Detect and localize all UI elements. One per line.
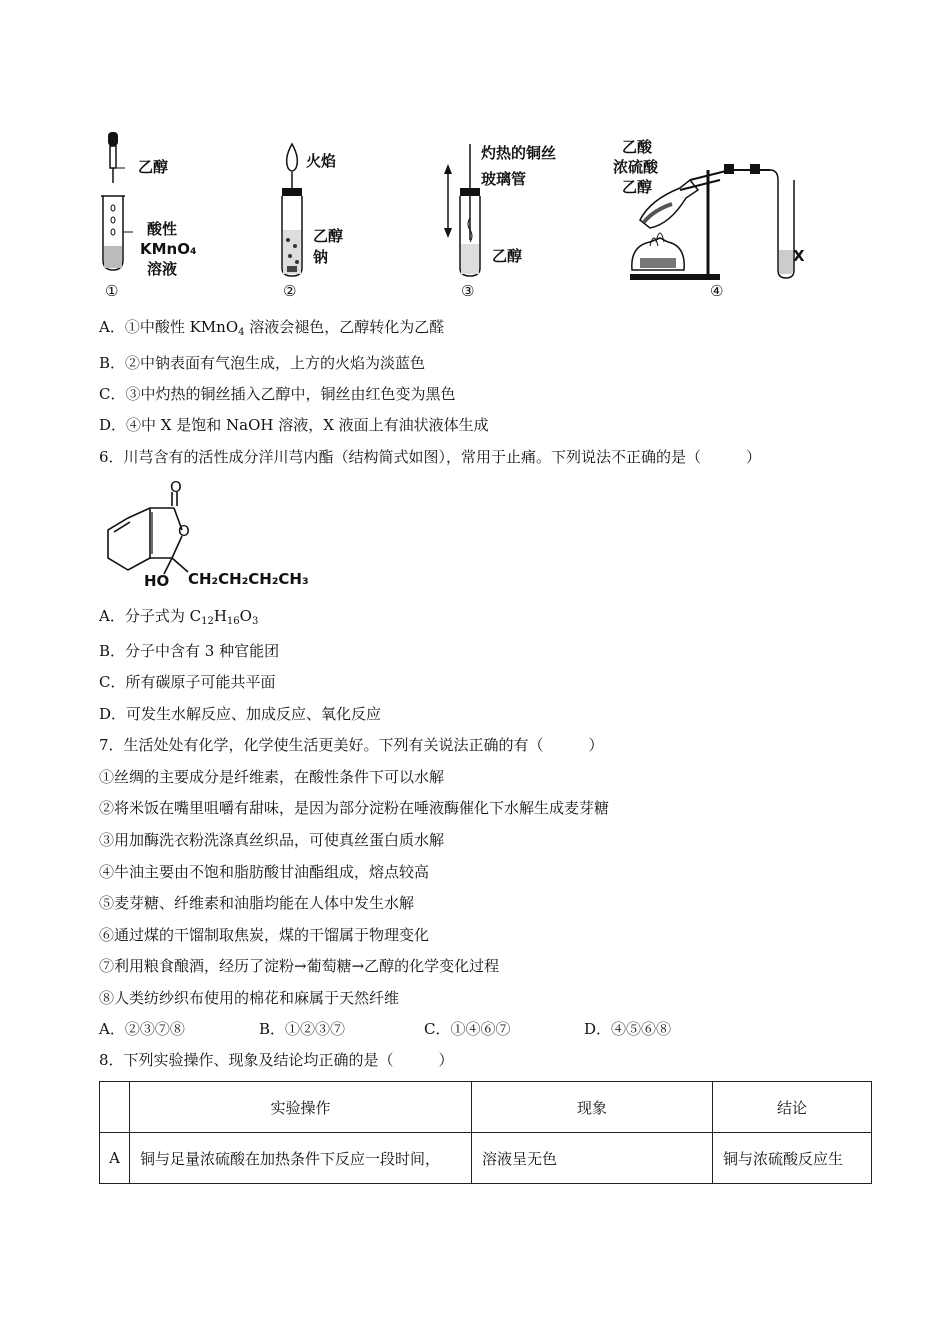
q6-hydroxyl: HO xyxy=(144,572,170,590)
q7-option-d: D．④⑤⑥⑧ xyxy=(584,1020,672,1038)
q8-stem: 8．下列实验操作、现象及结论均正确的是（ ） xyxy=(99,1051,454,1069)
q6-option-a xyxy=(99,606,258,626)
fig4-x-label: X xyxy=(793,247,805,265)
q8-header-conclusion: 结论 xyxy=(713,1082,872,1133)
fig2-number: ② xyxy=(283,282,297,300)
q6-a-s2: 16 xyxy=(226,616,240,627)
fig2-sodium-label: 钠 xyxy=(313,248,329,266)
q6-a-s1: 12 xyxy=(201,616,214,627)
fig1-acid-label-3: 溶液 xyxy=(147,260,178,278)
q7-item-3: ③用加酶洗衣粉洗涤真丝织品，可使真丝蛋白质水解 xyxy=(99,831,445,849)
fig3-ethanol-label: 乙醇 xyxy=(492,247,523,265)
fig4-sulfuric-acid-label: 浓硫酸 xyxy=(613,158,659,176)
fig4-number: ④ xyxy=(710,282,724,300)
q5-option-a xyxy=(99,317,444,337)
q6-carbonyl-o: O xyxy=(170,478,182,496)
fig3-number: ③ xyxy=(461,282,475,300)
fig1-number: ① xyxy=(105,282,119,300)
q7-option-a: A．②③⑦⑧ xyxy=(99,1020,185,1038)
q7-stem: 7．生活处处有化学，化学使生活更美好。下列有关说法正确的有（ ） xyxy=(99,736,604,754)
q6-butyl-chain: CH₂CH₂CH₂CH₃ xyxy=(188,570,309,588)
q8-row-a-conclusion: 铜与浓硫酸反应生 xyxy=(713,1133,872,1184)
q6-structure xyxy=(100,480,320,594)
test-tube-dropper-drawing xyxy=(95,128,135,278)
q7-item-4: ④牛油主要由不饱和脂肪酸甘油酯组成，熔点较高 xyxy=(99,863,430,881)
q5-option-d: D．④中 X 是饱和 NaOH 溶液，X 液面上有油状液体生成 xyxy=(99,416,489,434)
q7-item-1: ①丝绸的主要成分是纤维素，在酸性条件下可以水解 xyxy=(99,768,445,786)
q6-stem: 6．川芎含有的活性成分洋川芎内酯（结构简式如图），常用于止痛。下列说法不正确的是（ ） xyxy=(99,448,762,466)
q8-row-a-operation: 铜与足量浓硫酸在加热条件下反应一段时间， xyxy=(130,1133,472,1184)
fig1-acid-label-2: KMnO₄ xyxy=(140,240,197,258)
fig2-flame-label: 火焰 xyxy=(306,152,337,170)
q5-option-c: C．③中灼热的铜丝插入乙醇中，铜丝由红色变为黑色 xyxy=(99,385,456,403)
q7-option-c: C．①④⑥⑦ xyxy=(424,1020,511,1038)
q8-row-a-label: A xyxy=(100,1133,130,1184)
q5-option-b: B．②中钠表面有气泡生成，上方的火焰为淡蓝色 xyxy=(99,354,426,372)
fig3-wire-label: 灼热的铜丝 xyxy=(481,144,557,162)
q5-option-a-sub: 4 xyxy=(238,327,245,338)
q6-a-pre: A．分子式为 C xyxy=(99,607,202,625)
q6-a-m1: H xyxy=(213,607,227,625)
q6-a-s3: 3 xyxy=(251,616,259,627)
fig1-acid-label-1: 酸性 xyxy=(147,220,178,238)
fig4-ethanol-label: 乙醇 xyxy=(622,178,653,196)
q6-ring-o: O xyxy=(178,522,190,540)
q7-item-7: ⑦利用粮食酿酒，经历了淀粉→葡萄糖→乙醇的化学变化过程 xyxy=(99,957,500,975)
q6-a-m2: O xyxy=(239,607,252,625)
fig1-ethanol-label: 乙醇 xyxy=(138,158,169,176)
q6-option-d: D．可发生水解反应、加成反应、氧化反应 xyxy=(99,705,382,723)
q7-item-6: ⑥通过煤的干馏制取焦炭，煤的干馏属于物理变化 xyxy=(99,926,430,944)
table-row xyxy=(100,1133,872,1184)
q7-item-5: ⑤麦芽糖、纤维素和油脂均能在人体中发生水解 xyxy=(99,894,415,912)
fig3-tube-label: 玻璃管 xyxy=(481,170,527,188)
q8-header-operation: 实验操作 xyxy=(130,1082,472,1133)
q8-row-a-phenomenon: 溶液呈无色 xyxy=(472,1133,713,1184)
q6-option-b: B．分子中含有 3 种官能团 xyxy=(99,642,280,660)
q6-option-c: C．所有碳原子可能共平面 xyxy=(99,673,276,691)
fig4-acetic-acid-label: 乙酸 xyxy=(622,138,653,156)
q8-header-phenomenon: 现象 xyxy=(472,1082,713,1133)
q7-item-2: ②将米饭在嘴里咀嚼有甜味，是因为部分淀粉在唾液酶催化下水解生成麦芽糖 xyxy=(99,799,610,817)
q7-item-8: ⑧人类纺纱织布使用的棉花和麻属于天然纤维 xyxy=(99,989,400,1007)
q8-header-0 xyxy=(100,1082,130,1133)
q8-header-row xyxy=(100,1082,872,1133)
q5-option-a-post: 溶液会褪色，乙醇转化为乙醛 xyxy=(244,318,445,336)
q7-option-b: B．①②③⑦ xyxy=(259,1020,346,1038)
q5-option-a-pre: A．①中酸性 KMnO xyxy=(99,318,239,336)
figure-1-kmno4-tube xyxy=(95,128,135,278)
fig2-ethanol-label: 乙醇 xyxy=(313,227,344,245)
q8-table xyxy=(99,1081,872,1184)
